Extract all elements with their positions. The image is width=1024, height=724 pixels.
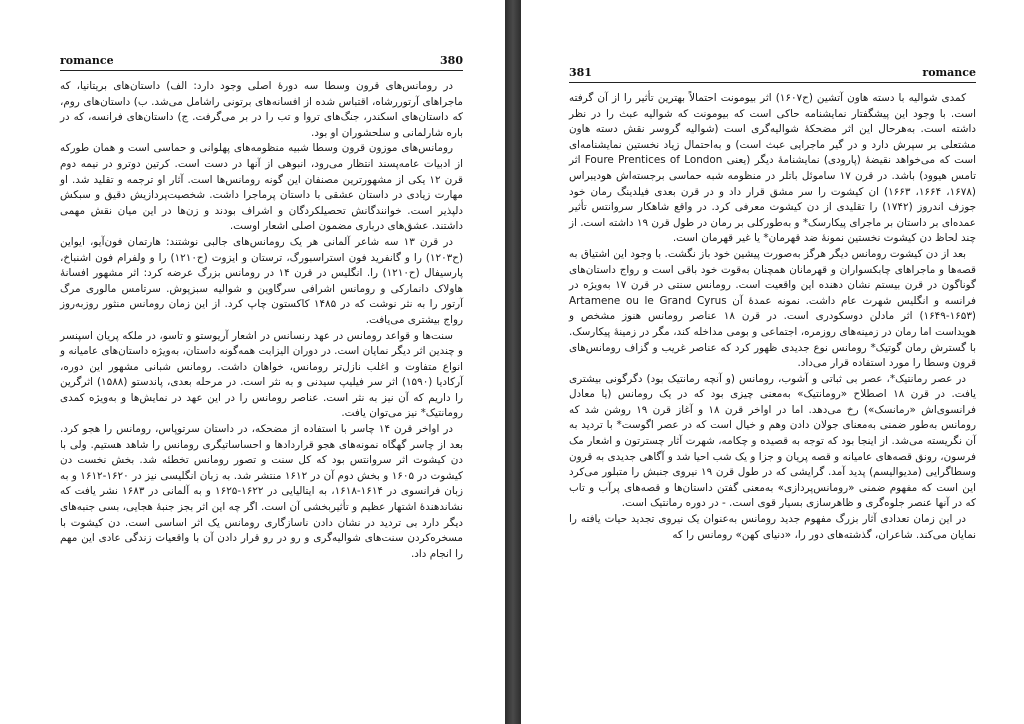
paragraph: رومانس‌های موزون قرون وسطا شبیه منظومه‌های پهلوانی و حماسی است و همان طورکه از ادبیات عامه‌پسند انتظار می‌رود، انبوهی از آنها در دست است. کرتین دوترو در نیمه دوم قرن ۱۲ یکی از مشهورترین مصنفان این گونه رومانس‌ها است. آثار او ترجمه و تقلید شد. او مهارت زیادی در داستان عشقی با داستان پرماجرا داشت. شخصیت‌پردازیش دقیق و سبکش دلپذیر است. خوانندگانش تحصیلکردگان و اشراف بودند و زن‌ها در این میان نقش مهمی داشتند. عشق‌های درباری مضمون اصلی اشعار اوست.	[60, 142, 463, 233]
paragraph: در این زمان تعدادی آثار بزرگ مفهوم جدید رومانس به‌عنوان یک نیروی تجدید حیات یافته را نمایان می‌کند. شاعران، گذشته‌های دور را، «دنیای کهن» رومانس را که	[569, 513, 976, 541]
paragraph: در عصر رمانتیک*، عصر بی ثباتی و آشوب، رومانس (و آنچه رمانتیک بود) دگرگونی بیشتری یافت. در قرن ۱۸ اصطلاح «رومانتیک» به‌معنی چیزی بود که در یک رومانس (یا معادل فرانسوی‌اش «رمانسک») رخ می‌دهد. اما در اواخر قرن ۱۸ و آغاز قرن ۱۹ روشن شد که رومانس به‌طور ضمنی به‌معنای جولان دادن وهم و خیال است که در عصر اگوست* با تردید به آن نگریسته می‌شد. از اینجا بود که توجه به قصیده و چکامه، شهرت آثار چسترتون و اشعار مک فرسون، رونق قصه‌های عامیانه و قصه پریان و جزا و یک شب احیا شد و آگاهی جدیدی به قرون وسطاگرایی (مدیوالیسم) پدید آمد. گرایشی که در طول قرن ۱۹ نیروی جنبش را متبلور می‌کرد این است که مفهوم ضمنی «رومانس‌پردازی» به‌معنی گفتن داستان‌ها و قصه‌های پرآب و تاب که در آنها عنصر جلوه‌گری و ظاهرسازی بسیار قوی است. - در دوره رمانتیک است.	[569, 372, 976, 510]
header-word: romance	[922, 66, 976, 79]
paragraph: کمدی شوالیه با دسته هاون آتشین (ح۱۶۰۷) اثر بیومونت احتمالاً بهترین تأثیر را از آن گرفته است. با وجود این پیشگفتار نمایشنامه حاکی است که بیومونت که شوالیه عبث را در نظر داشته است. به‌هرحال این اثر مضحکهٔ شوالیه‌گری است (شوالیه گروسر نقش دسته هاون مشتعلی بر سپرش دارد و در گیر ماجرایی عبث است) و به‌احتمال زیاد نخستین نمایشنامه‌ای است که می‌خواهد نقیضهٔ (پارودی) نمایشنامهٔ دیگر (یعنی Foure Prentices of London اثر تامس هیوود) باشد. در قرن ۱۷ ساموئل باتلر در منظومه شبه حماسی برجسته‌اش هودیبراس (۱۶۷۸، ۱۶۶۴، ۱۶۶۳) ان کیشوت را سر مشق قرار داد و در قرن بعدی فیلدینگ رمان خود جوزف اندروز (۱۷۴۲) را تقلیدی از دن کیشوت معرفی کرد. در واقع شاهکار سروانتس تأثیر عمده‌ای بر داستان بر ماجرای پیکارسک* و به‌طورکلی بر رمان در طول قرن ۱۹ داشته است. از چند لحاظ دن کیشوت نخستین نمونهٔ ضد قهرمان* یا غیر قهرمان است.	[569, 92, 976, 245]
paragraph: در قرن ۱۳ سه شاعر آلمانی هر یک رومانس‌های جالبی نوشتند: هارتمان فون‌آیو، ایواین (ح۱۲۰۳) را و گانفرید فون استراسبورگ، ترستان و ایزوت (ح۱۲۱۰) را و ولفرام فون اشنباخ، پارسیفال (ح۱۲۱۰) را. انگلیس در قرن ۱۴ در رومانس بزرگ عرضه کرد: اثر مشهور افسانهٔ هاولاک دانمارکی و رومانس اشرافی سرگاوین و شوالیه سبزپوش. سرتامس مالوری مرگ آرتور را به نثر نوشت که در ۱۴۸۵ کاکستون چاپ کرد. از این زمان رومانس منثور روزبه‌روز رواج بیشتری می‌یافت.	[60, 235, 464, 326]
page-number: 380	[440, 54, 463, 67]
body-text-right	[569, 91, 976, 543]
paragraph: سنت‌ها و قواعد رومانس در عهد رنسانس در اشعار آریوستو و تاسو، در ملکه پریان اسپنسر و چندین اثر دیگر نمایان است. در دوران الیزابت همه‌گونه داستان، به‌ویژه داستان‌های عامیانه و انواع متفاوت و اغلب نازل‌تر رومانس، خواهان داشت. رومانس شبانی مشهور این دوره، آرکادیا (۱۵۹۰) اثر سر فیلیپ سیدنی و به نثر است. در مرحله بعدی، پاندستو (۱۵۸۸) اثرگرین را داریم که آن نیز به نثر است. عناصر رومانس را در این عهد در نمایش‌ها و به‌ویژه کمدی رومانتیک* نیز می‌توان یافت.	[60, 329, 464, 420]
book-gutter	[505, 0, 521, 724]
running-head-left	[60, 54, 463, 71]
body-text-left	[60, 79, 463, 562]
running-head-right	[569, 66, 976, 83]
left-page	[0, 0, 505, 724]
right-page	[521, 0, 1024, 724]
paragraph: بعد از دن کیشوت رومانس دیگر هرگز به‌صورت پیشین خود باز نگشت. با وجود این اشتیاق به قصه‌ها و ماجراهای چابکسواران و قهرمانان همچنان به‌قوت خود باقی است و رواج داستان‌های گوناگون در قرن بیستم نشان دهنده این واقعیت است. رومانس سنتی در قرن ۱۷ به‌ویژه در فرانسه و انگلیس شهرت عام داشت. نمونه عمدهٔ آن Artamene ou le Grand Cyrus (۱۶۴۹-۱۶۵۳) اثر مادلن دوسکودری است. در قرن ۱۸ عناصر رومانس هنوز مشخص و هویداست اما رمان در زمینه‌های روزمره، اجتماعی و بومی مداخله کند، مگر در زمینهٔ پیکارسک. با گسترش رمان گوتیک* رومانس نوع جدیدی ظهور کرد که عناصر غریب و گزاف رومانس‌های قرون وسطا را مورد استفاده قرار می‌داد.	[569, 247, 976, 370]
page-number: 381	[569, 66, 592, 79]
header-word: romance	[60, 54, 114, 67]
paragraph: در رومانس‌های قرون وسطا سه دورهٔ اصلی وجود دارد: الف) داستان‌های بریتانیا، که ماجراهای آرتوررشاه، اقتباس شده از افسانه‌های برتونی راشامل می‌شد. ب) داستان‌های روم، که داستان‌های اسکندر، جنگ‌های تروا و تب را در بر می‌گرفت. ج) داستان‌های فرانسه، که در باره شارلمانی و سلحشوران او بود.	[60, 80, 463, 139]
paragraph: در اواخر قرن ۱۴ چاسر با استفاده از مضحکه، در داستان سرتوپاس، رومانس را هجو کرد. بعد از چاسر گهگاه نمونه‌های هجو قراردادها و احساساتیگری رومانس را شاهد هستیم. ولی با دن کیشوت اثر سروانتس بود که کل سنت و تصور رومانس تخطئه شد. بخش نخست دن کیشوت در ۱۶۰۵ و بخش دوم آن در ۱۶۱۲ منتشر شد. به زبان انگلیسی نیز در ۱۶۲۰-۱۶۱۲ و به زبان فرانسوی در ۱۶۱۴-۱۶۱۸، به ایتالیایی در ۱۶۲۲-۱۶۲۵ و به آلمانی در ۱۶۸۳ نشر یافت که نشاندهندهٔ اشتهار عظیم و تأثیربخشی آن است. اگر چه این اثر بجز جنبهٔ هجایی، بسی جنبه‌های دیگر دارد بی تردید در نشان دادن ناسازگاری رومانس یک اثر اساسی است. دن کیشوت با مسخره‌کردن سنت‌های شوالیه‌گری و رو در رو قرار دادن آن با واقعیات زندگی عادی این مهم را انجام داد.	[60, 423, 464, 560]
